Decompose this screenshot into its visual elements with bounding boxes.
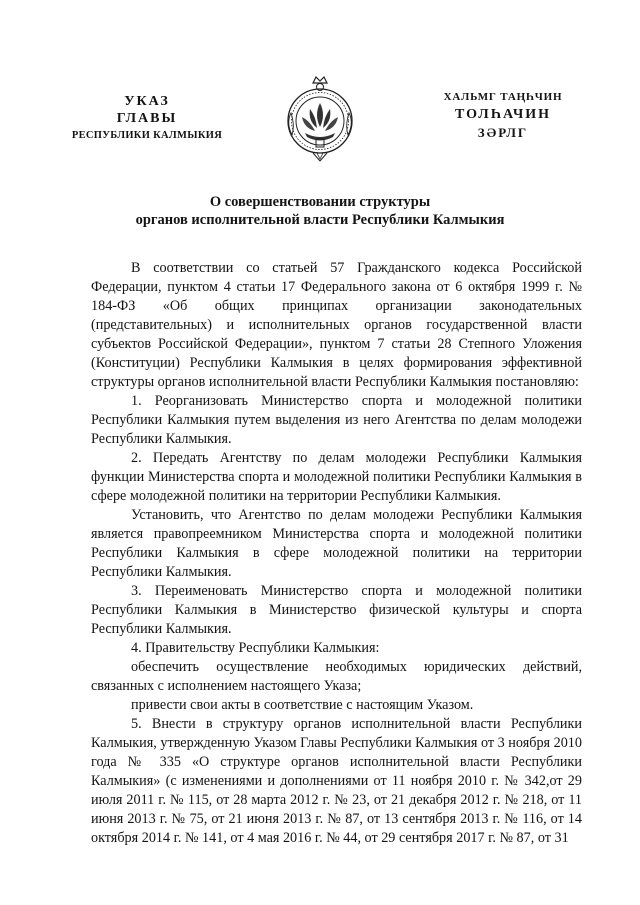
paragraph-item-4-acts: привести свои акты в соответствие с настоящим Указом.	[131, 697, 474, 713]
paragraph-item-2: 2. Передать Агентству по делам молодежи Республики Калмыкия функции Министерства спорта и молодежной политики Республики Калмыкия в сфере молодежной политики на территории Республики Калмыкия.	[91, 450, 582, 504]
header-right-line2: ТОЛҺАЧИН	[454, 107, 552, 122]
header-left-line3: РЕСПУБЛИКИ КАЛМЫКИЯ	[71, 130, 223, 141]
header-right	[428, 88, 578, 142]
header-left-line2: ГЛАВЫ	[116, 111, 178, 126]
paragraph-item-5: 5. Внести в структуру органов исполнительной власти Республики Калмыкия, утвержденную Указом Главы Республики Калмыкия от 3 ноября 2010 года № 335 «О структуре органов исполнительной власти Республики Калмыкия» (с изменениями и дополнениями от 11 ноября 2010 г. № 342,от 29 июля 2011 г. № 115, от 28 марта 2012 г. № 23, от 21 декабря 2012 г. № 218, от 11 июня 2013 г. № 75, от 21 июня 2013 г. № 87, от 13 сентября 2013 г. № 116, от 14 октября 2014 г. № 141, от 4 мая 2016 г. № 44, от 29 сентября 2017 г. № 87, от 31	[91, 716, 582, 846]
coat-of-arms-icon	[283, 73, 357, 165]
paragraph-preamble: В соответствии со статьей 57 Гражданского кодекса Российской Федерации, пунктом 4 статьи 17 Федерального закона от 6 октября 1999 г. № 184-ФЗ «Об общих принципах организации законодательных (представительных) и исполнительных органов государственной власти субъектов Российской Федерации», пунктом 7 статьи 28 Степного Уложения (Конституции) Республики Калмыкия в целях формирования эффективной структуры органов исполнительной власти Республики Калмыкия постановляю:	[91, 260, 582, 390]
paragraph-item-1: 1. Реорганизовать Министерство спорта и молодежной политики Республики Калмыкия путем выделения из него Агентства по делам молодежи Республики Калмыкия.	[91, 393, 582, 447]
paragraph-item-2-successor: Установить, что Агентство по делам молодежи Республики Калмыкия является правопреемником Министерства спорта и молодежной политики Республики Калмыкия в сфере молодежной политики на территории Республики Калмыкия.	[91, 507, 582, 580]
document-title-line2: органов исполнительной власти Республики Калмыкия	[135, 212, 505, 228]
paragraph-item-3: 3. Переименовать Министерство спорта и молодежной политики Республики Калмыкия в Министерство физической культуры и спорта Республики Калмыкия.	[91, 583, 582, 637]
header-left-line1: УКАЗ	[124, 94, 170, 109]
document-title	[90, 193, 550, 229]
header-left	[52, 93, 242, 144]
paragraph-item-4: 4. Правительству Республики Калмыкия:	[131, 640, 380, 656]
header-right-line3: ЗӘРЛГ	[477, 125, 529, 140]
paragraph-item-4-actions: обеспечить осуществление необходимых юридических действий, связанных с исполнением настоящего Указа;	[91, 659, 582, 694]
document-title-line1: О совершенствовании структуры	[209, 194, 431, 210]
header-right-line1: ХАЛЬМГ ТАҢҺЧИН	[443, 91, 563, 103]
document-body	[91, 259, 582, 848]
